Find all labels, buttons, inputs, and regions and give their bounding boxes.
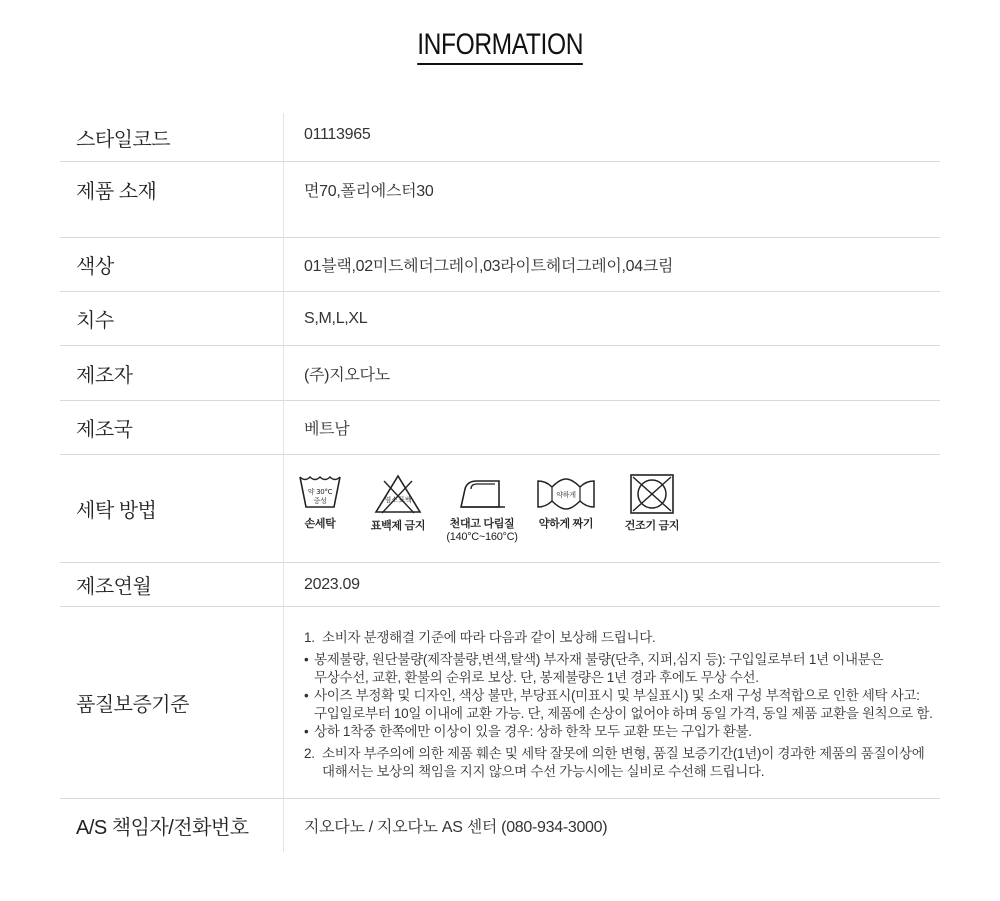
hand-wash-icon (298, 473, 342, 513)
bullet-dot: • (304, 688, 309, 703)
bullet-dot: • (304, 724, 309, 739)
label-cell (60, 346, 284, 401)
warranty-bullet (304, 723, 940, 741)
value-cell (284, 455, 941, 563)
value-cell (284, 346, 941, 401)
value-cell (284, 401, 941, 455)
warranty-item-2-line-2: 대해서는 보상의 책임을 지지 않으며 수선 가능시에는 실비로 수선해 드립니다. (322, 764, 765, 779)
warranty-bullet-1-line-1: 봉제불량, 원단불량(제작불량,변색,탈색) 부자재 불량(단추, 지퍼,심지 등): 구입일로부터 1년 이내분은 (314, 652, 884, 667)
hand-wash-neutral-text: 중성 (313, 497, 327, 505)
iron-caption: 천대고 다림질 (449, 518, 515, 530)
label-warranty: 품질보증기준 (76, 694, 189, 716)
label-country: 제조국 (76, 419, 133, 441)
gentle-wring-item (534, 473, 598, 531)
label-cell (60, 607, 284, 799)
no-bleach-caption: 표백제 금지 (370, 520, 426, 532)
info-table (60, 113, 940, 852)
label-cell (60, 113, 284, 162)
value-as: 지오다노 / 지오다노 AS 센터 (080-934-3000) (304, 819, 608, 836)
value-manufacturer: (주)지오다노 (304, 366, 390, 384)
row-color (60, 238, 940, 292)
washing-icons (300, 473, 684, 544)
hand-wash-item (300, 473, 340, 531)
row-country (60, 401, 940, 455)
bleach-label-text: 표백 (398, 496, 412, 504)
hand-wash-caption: 손세탁 (304, 518, 336, 530)
warranty-text (304, 607, 940, 795)
label-cell (60, 292, 284, 346)
gentle-wring-caption: 약하게 짜기 (538, 518, 594, 530)
value-material: 면70,폴리에스터30 (304, 183, 434, 200)
iron-item (442, 473, 522, 544)
washing-icons-wrap (304, 455, 940, 562)
bullet-dot: • (304, 652, 309, 667)
value-cell (284, 162, 941, 238)
value-date: 2023.09 (304, 575, 360, 593)
value-style-code: 01113965 (304, 126, 371, 143)
label-cell (60, 238, 284, 292)
label-date: 제조연월 (76, 576, 152, 598)
warranty-bullet (304, 651, 940, 687)
row-date (60, 563, 940, 607)
label-manufacturer: 제조자 (76, 364, 133, 387)
label-washing: 세탁 방법 (76, 500, 157, 522)
label-cell (60, 799, 284, 853)
row-warranty (60, 607, 940, 799)
label-cell (60, 401, 284, 455)
no-bleach-icon (374, 473, 422, 515)
gentle-wring-icon (536, 473, 596, 513)
label-cell (60, 455, 284, 563)
title-wrap (0, 28, 1000, 65)
row-washing (60, 455, 940, 563)
label-cell (60, 162, 284, 238)
row-material (60, 162, 940, 238)
iron-icon (457, 473, 507, 513)
value-color: 01블랙,02미드헤더그레이,03라이트헤더그레이,04크림 (304, 258, 674, 275)
value-cell (284, 292, 941, 346)
no-bleach-item (368, 473, 428, 533)
warranty-bullet-1-line-2: 무상수선, 교환, 환불의 순위로 보상. 단, 봉제불량은 1년 경과 후에도 무상 수선. (314, 670, 759, 685)
page-title: INFORMATION (417, 28, 583, 65)
no-tumble-dry-icon (629, 473, 675, 515)
value-cell (284, 113, 941, 162)
label-style-code: 스타일코드 (76, 128, 171, 151)
no-tumble-dry-caption: 건조기 금지 (624, 520, 680, 532)
value-cell (284, 238, 941, 292)
warranty-item-2-number: 2. (304, 746, 315, 761)
value-country: 베트남 (304, 421, 350, 438)
no-tumble-dry-item (620, 473, 684, 533)
label-as: A/S 책임자/전화번호 (76, 817, 249, 839)
warranty-bullet-2-line-1: 사이즈 부정확 및 디자인, 색상 불만, 부당표시(미표시 및 부실표시) 및 소재 구성 부적합으로 인한 세탁 사고: (314, 688, 920, 703)
label-size: 치수 (76, 310, 114, 332)
row-as (60, 799, 940, 853)
warranty-bullet-3-line-1: 상하 1착중 한쪽에만 이상이 있을 경우: 상하 한착 모두 교환 또는 구입가 환불. (314, 724, 752, 739)
value-cell (284, 563, 941, 607)
warranty-bullet (304, 687, 940, 723)
bleach-chlorine-text: 염소 (384, 496, 398, 504)
iron-temp-caption: (140°C~160°C) (446, 531, 518, 543)
warranty-item-1-text: 소비자 분쟁해결 기준에 따라 다음과 같이 보상해 드립니다. (322, 630, 656, 645)
warranty-item-2-line-1: 소비자 부주의에 의한 제품 훼손 및 세탁 잘못에 의한 변형, 품질 보증기간(1년)이 경과한 제품의 품질이상에 (322, 746, 925, 761)
label-material: 제품 소재 (76, 180, 157, 203)
value-cell (284, 607, 941, 799)
warranty-item-2-text (322, 745, 924, 781)
warranty-bullet-text (314, 651, 883, 687)
warranty-item-2 (304, 745, 940, 781)
row-style-code (60, 113, 940, 162)
hand-wash-temp-text: 약 30°C (307, 488, 333, 496)
warranty-item-1 (304, 629, 940, 647)
warranty-item-1-number: 1. (304, 630, 315, 645)
value-cell (284, 799, 941, 853)
wring-gentle-text: 약하게 (556, 491, 576, 499)
label-color: 색상 (76, 256, 114, 278)
row-size (60, 292, 940, 346)
value-size: S,M,L,XL (304, 309, 368, 327)
warranty-bullet-2-line-2: 구입일로부터 10일 이내에 교환 가능. 단, 제품에 손상이 없어야 하며 동일 가격, 동일 제품 교환을 원칙으로 함. (314, 706, 933, 721)
label-cell (60, 563, 284, 607)
warranty-bullet-text (314, 687, 933, 723)
row-manufacturer (60, 346, 940, 401)
